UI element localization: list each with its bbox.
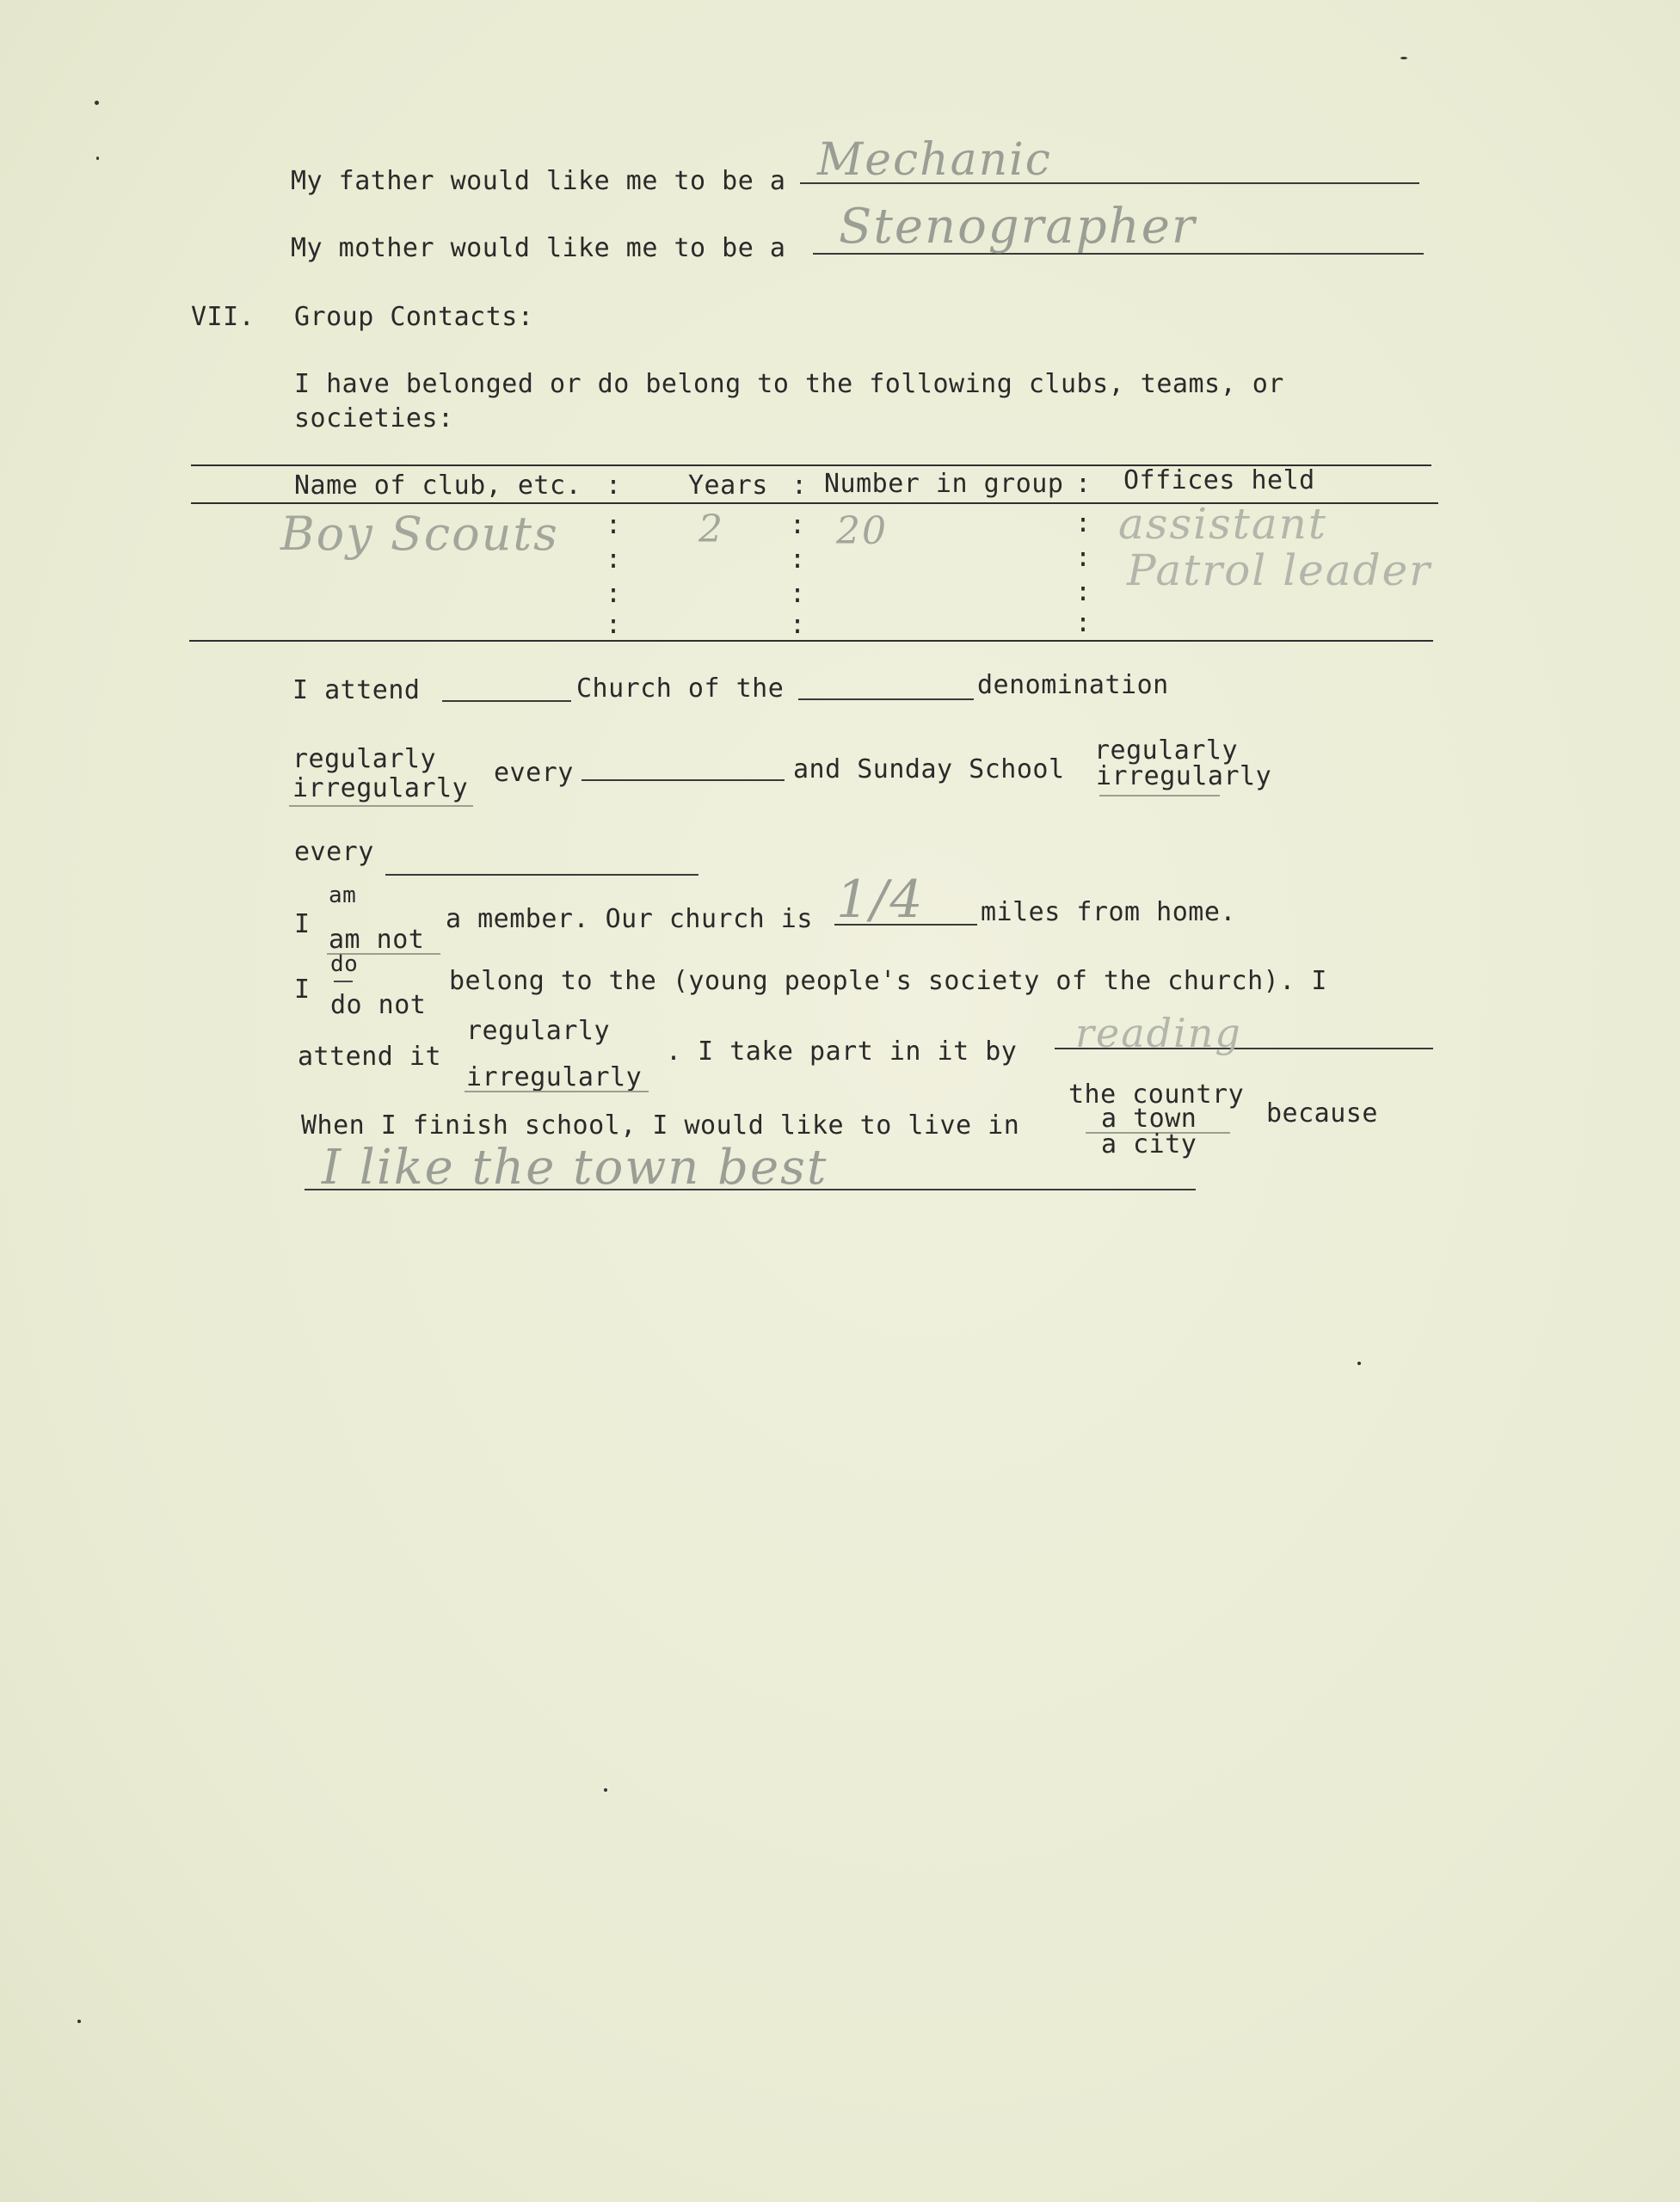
club-offices-answer-line1[interactable]: assistant — [1118, 499, 1327, 549]
distance-answer[interactable]: 1/4 — [836, 870, 925, 930]
club-number-answer[interactable]: 20 — [836, 509, 888, 553]
belong-text: belong to the (young people's society of the church). I — [449, 966, 1327, 996]
column-colon: : — [606, 610, 622, 640]
and-sunday-school: and Sunday School — [793, 754, 1065, 784]
church-name-blank[interactable] — [442, 700, 571, 702]
speck — [77, 2020, 81, 2023]
sunday-irregularly-mark — [1099, 795, 1220, 797]
club-name-answer[interactable]: Boy Scouts — [280, 507, 559, 561]
club-years-answer[interactable]: 2 — [698, 507, 724, 551]
do-mark — [334, 981, 353, 982]
denomination-label: denomination — [977, 670, 1169, 700]
header-colon: : — [606, 471, 622, 501]
section-title: Group Contacts: — [294, 302, 534, 332]
column-colon: : — [606, 579, 622, 609]
column-colon: : — [606, 544, 622, 575]
belong-i: I — [294, 975, 311, 1005]
column-colon: : — [606, 510, 622, 540]
table-header-years: Years — [688, 471, 768, 501]
am-option[interactable]: am — [329, 883, 357, 908]
miles-text: miles from home. — [981, 897, 1236, 927]
take-part-answer[interactable]: reading — [1075, 1010, 1242, 1056]
member-text: a member. Our church is — [446, 904, 813, 934]
every2-blank[interactable] — [385, 874, 698, 876]
future-prefix: When I finish school, I would like to live in — [301, 1110, 1020, 1141]
every2-label: every — [294, 837, 374, 867]
table-bottom-rule — [189, 640, 1433, 642]
church-regularly-option[interactable]: regularly — [292, 744, 437, 774]
option-city[interactable]: a city — [1101, 1129, 1197, 1159]
mother-answer[interactable]: Stenographer — [839, 199, 1197, 255]
speck — [96, 157, 99, 160]
speck — [1400, 57, 1407, 59]
attend-prefix: I attend — [292, 675, 421, 705]
clubs-intro-line2: societies: — [294, 403, 454, 434]
member-i: I — [294, 909, 311, 939]
column-colon: : — [790, 579, 806, 609]
denomination-blank[interactable] — [798, 698, 974, 700]
father-label: My father would like me to be a — [291, 166, 786, 196]
column-colon: : — [790, 510, 806, 540]
table-header-number: Number in group — [824, 469, 1064, 499]
column-colon: : — [790, 544, 806, 575]
sunday-irregularly-option[interactable]: irregularly — [1096, 761, 1272, 791]
take-part-label: . I take part in it by — [666, 1036, 1018, 1067]
header-colon: : — [1075, 469, 1092, 499]
because-label: because — [1266, 1098, 1378, 1129]
table-header-offices: Offices held — [1123, 465, 1315, 495]
church-of-the: Church of the — [576, 674, 785, 704]
attend-it-label: attend it — [298, 1042, 442, 1072]
column-colon: : — [1075, 543, 1092, 573]
every-blank[interactable] — [582, 779, 785, 781]
mother-label: My mother would like me to be a — [291, 233, 786, 263]
speck — [95, 101, 99, 105]
reason-answer[interactable]: I like the town best — [322, 1140, 828, 1196]
church-irregularly-mark — [289, 805, 473, 807]
column-colon: : — [1075, 577, 1092, 607]
attend-irregularly-option[interactable]: irregularly — [466, 1062, 643, 1092]
header-colon: : — [791, 471, 808, 501]
column-colon: : — [790, 610, 806, 640]
club-offices-answer-line2[interactable]: Patrol leader — [1127, 545, 1432, 595]
attend-irregularly-mark — [465, 1091, 649, 1092]
column-colon: : — [1075, 608, 1092, 638]
option-town[interactable]: a town — [1101, 1104, 1197, 1134]
clubs-intro-line1: I have belonged or do belong to the following clubs, teams, or — [294, 369, 1284, 399]
section-number: VII. — [191, 302, 255, 332]
sunday-regularly-option[interactable]: regularly — [1094, 735, 1239, 766]
speck — [604, 1788, 607, 1792]
attend-regularly-option[interactable]: regularly — [466, 1016, 611, 1046]
father-answer[interactable]: Mechanic — [817, 134, 1052, 186]
am-not-option[interactable]: am not — [329, 925, 425, 955]
every-label: every — [494, 758, 574, 788]
table-header-name: Name of club, etc. — [294, 471, 582, 501]
do-option[interactable]: do — [330, 951, 359, 977]
speck — [1357, 1362, 1361, 1365]
do-not-option[interactable]: do not — [330, 990, 427, 1020]
column-colon: : — [1075, 508, 1092, 538]
church-irregularly-option[interactable]: irregularly — [292, 773, 469, 803]
option-country[interactable]: the country — [1068, 1079, 1245, 1110]
